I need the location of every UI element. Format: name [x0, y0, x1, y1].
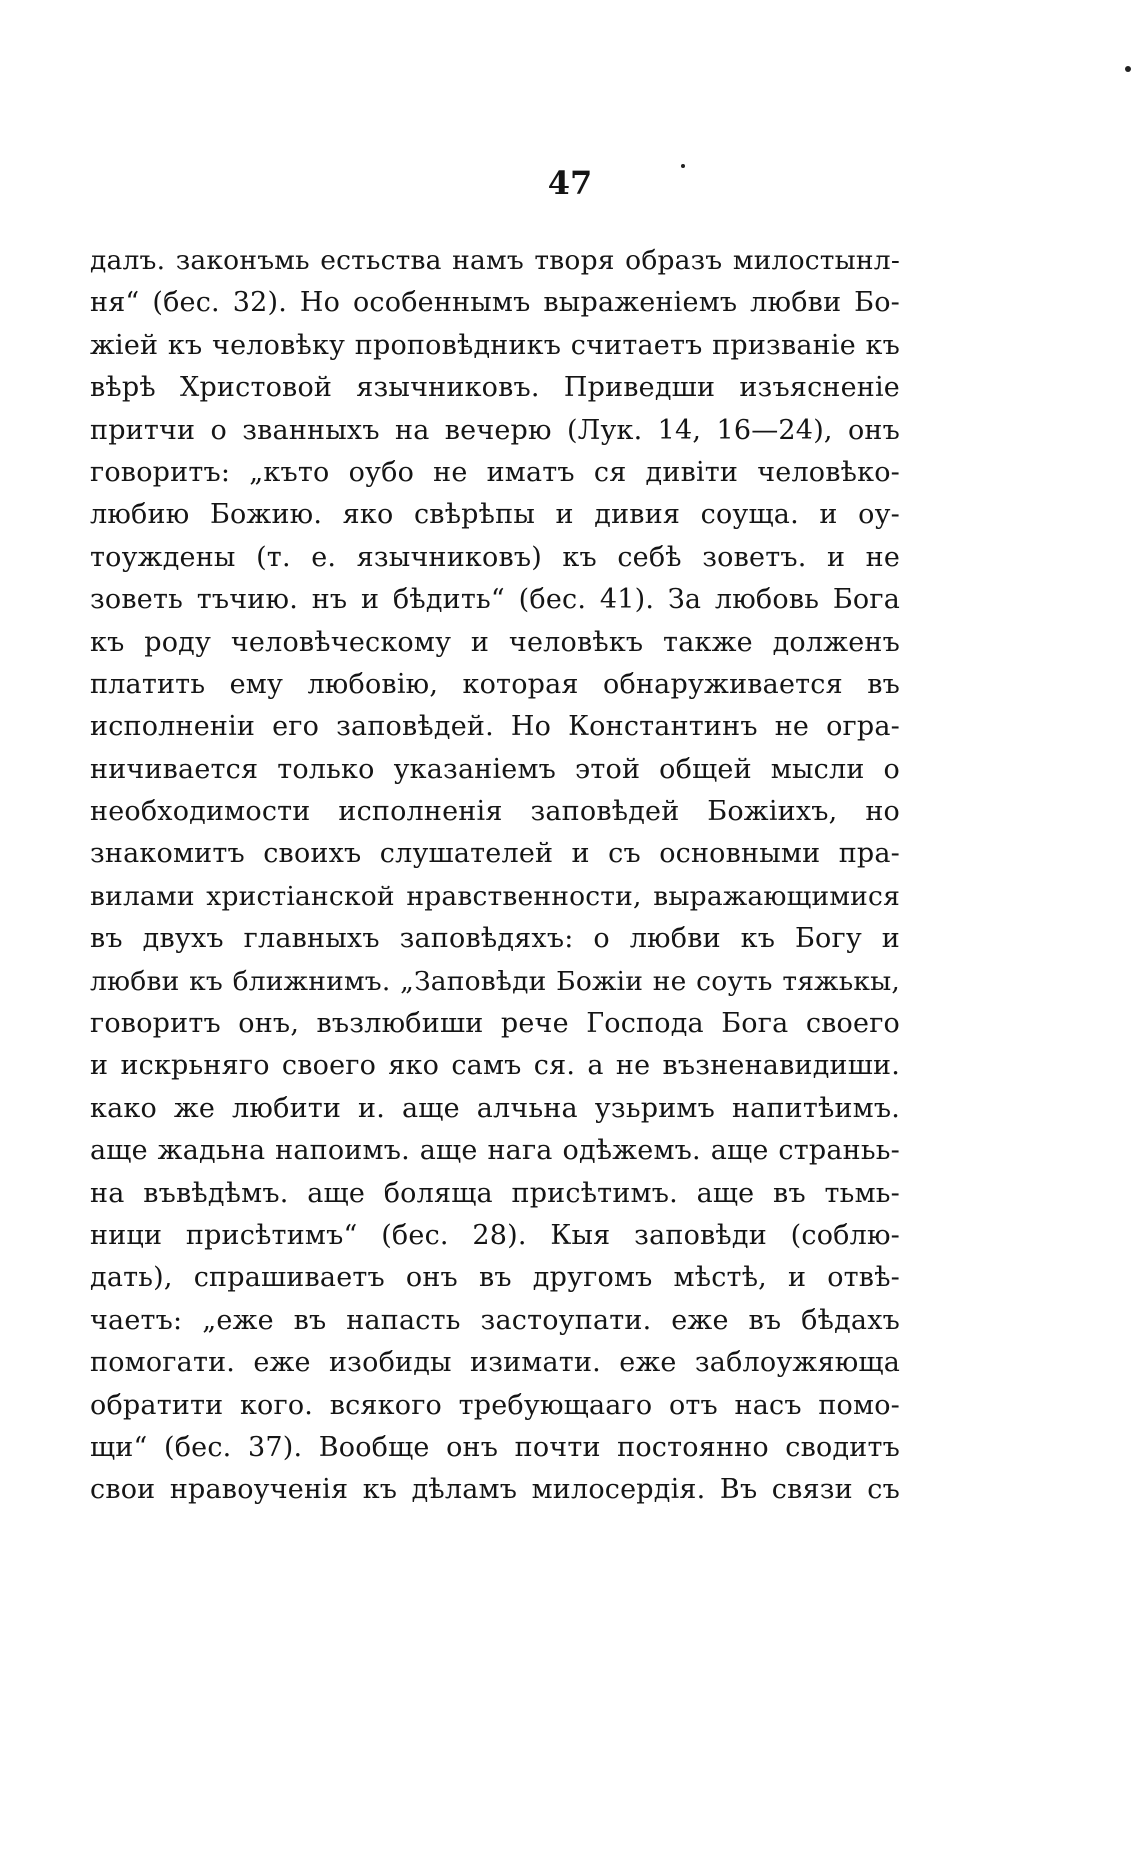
text-line: исполненіи его заповѣдей. Но Константинъ не огра- — [90, 711, 900, 743]
text-line: знакомитъ своихъ слушателей и съ основными пра- — [90, 838, 900, 870]
text-line: вѣрѣ Христовой язычниковъ. Приведши изъясненіе — [90, 372, 900, 404]
text-line: ня“ (бес. 32). Но особеннымъ выраженіемъ любви Бо- — [90, 287, 900, 319]
text-line: ници присѣтимъ“ (бес. 28). Кыя заповѣди (соблю- — [90, 1219, 900, 1251]
text-line: и искрьняго своего яко самъ ся. а не възненавидиши. — [90, 1050, 900, 1082]
page-number: 47 — [547, 164, 593, 202]
text-line: говоритъ онъ, възлюбиши рече Господа Бога своего — [90, 1008, 900, 1040]
text-line: вилами христіанской нравственности, выражающимися — [90, 880, 900, 912]
text-line: притчи о званныхъ на вечерю (Лук. 14, 16—24), онъ — [90, 414, 900, 446]
text-line: ничивается только указаніемъ этой общей мысли о — [90, 753, 900, 785]
text-line: аще жадьна напоимъ. аще нага одѣжемъ. аще страньь- — [90, 1135, 900, 1167]
text-line: жіей къ человѣку проповѣдникъ считаетъ призваніе къ — [90, 329, 900, 361]
text-line: на въвѣдѣмъ. аще боляща присѣтимъ. аще въ тьмь- — [90, 1177, 900, 1209]
print-speck — [1125, 66, 1131, 72]
text-line: любви къ ближнимъ. „Заповѣди Божіи не соуть тяжькы, — [90, 965, 900, 997]
text-line: въ двухъ главныхъ заповѣдяхъ: о любви къ Богу и — [90, 923, 900, 955]
text-line: зоветь тъчию. нъ и бѣдить“ (бес. 41). За любовь Бога — [90, 584, 900, 616]
text-line: платить ему любовію, которая обнаруживается въ — [90, 668, 900, 700]
text-line: дать), спрашиваетъ онъ въ другомъ мѣстѣ, и отвѣ- — [90, 1262, 900, 1294]
text-line: къ роду человѣческому и человѣкъ также долженъ — [90, 626, 900, 658]
text-line: чаетъ: „еже въ напасть застоупати. еже въ бѣдахъ — [90, 1304, 900, 1336]
text-line: помогати. еже изобиды изимати. еже заблоужяюща — [90, 1347, 900, 1379]
text-line: щи“ (бес. 37). Вообще онъ почти постоянно сводитъ — [90, 1431, 900, 1463]
text-line: како же любити и. аще алчьна узьримъ напитѣимъ. — [90, 1092, 900, 1124]
text-line: далъ. законъмь естьства намъ творя образъ милостынл- — [90, 245, 900, 276]
text-line: любию Божию. яко свѣрѣпы и дивия соуща. и оу- — [90, 499, 900, 531]
text-line: свои нравоученія къ дѣламъ милосердія. Въ связи съ — [90, 1474, 900, 1506]
text-line: обратити кого. всякого требующаaго отъ насъ помо- — [90, 1389, 900, 1421]
text-line: тоуждены (т. е. язычниковъ) къ себѣ зоветъ. и не — [90, 541, 900, 573]
body-text — [90, 240, 900, 1512]
text-line: говоритъ: „къто оубо не иматъ ся дивіти человѣко- — [90, 456, 900, 488]
text-line: необходимости исполненія заповѣдей Божіихъ, но — [90, 796, 900, 828]
